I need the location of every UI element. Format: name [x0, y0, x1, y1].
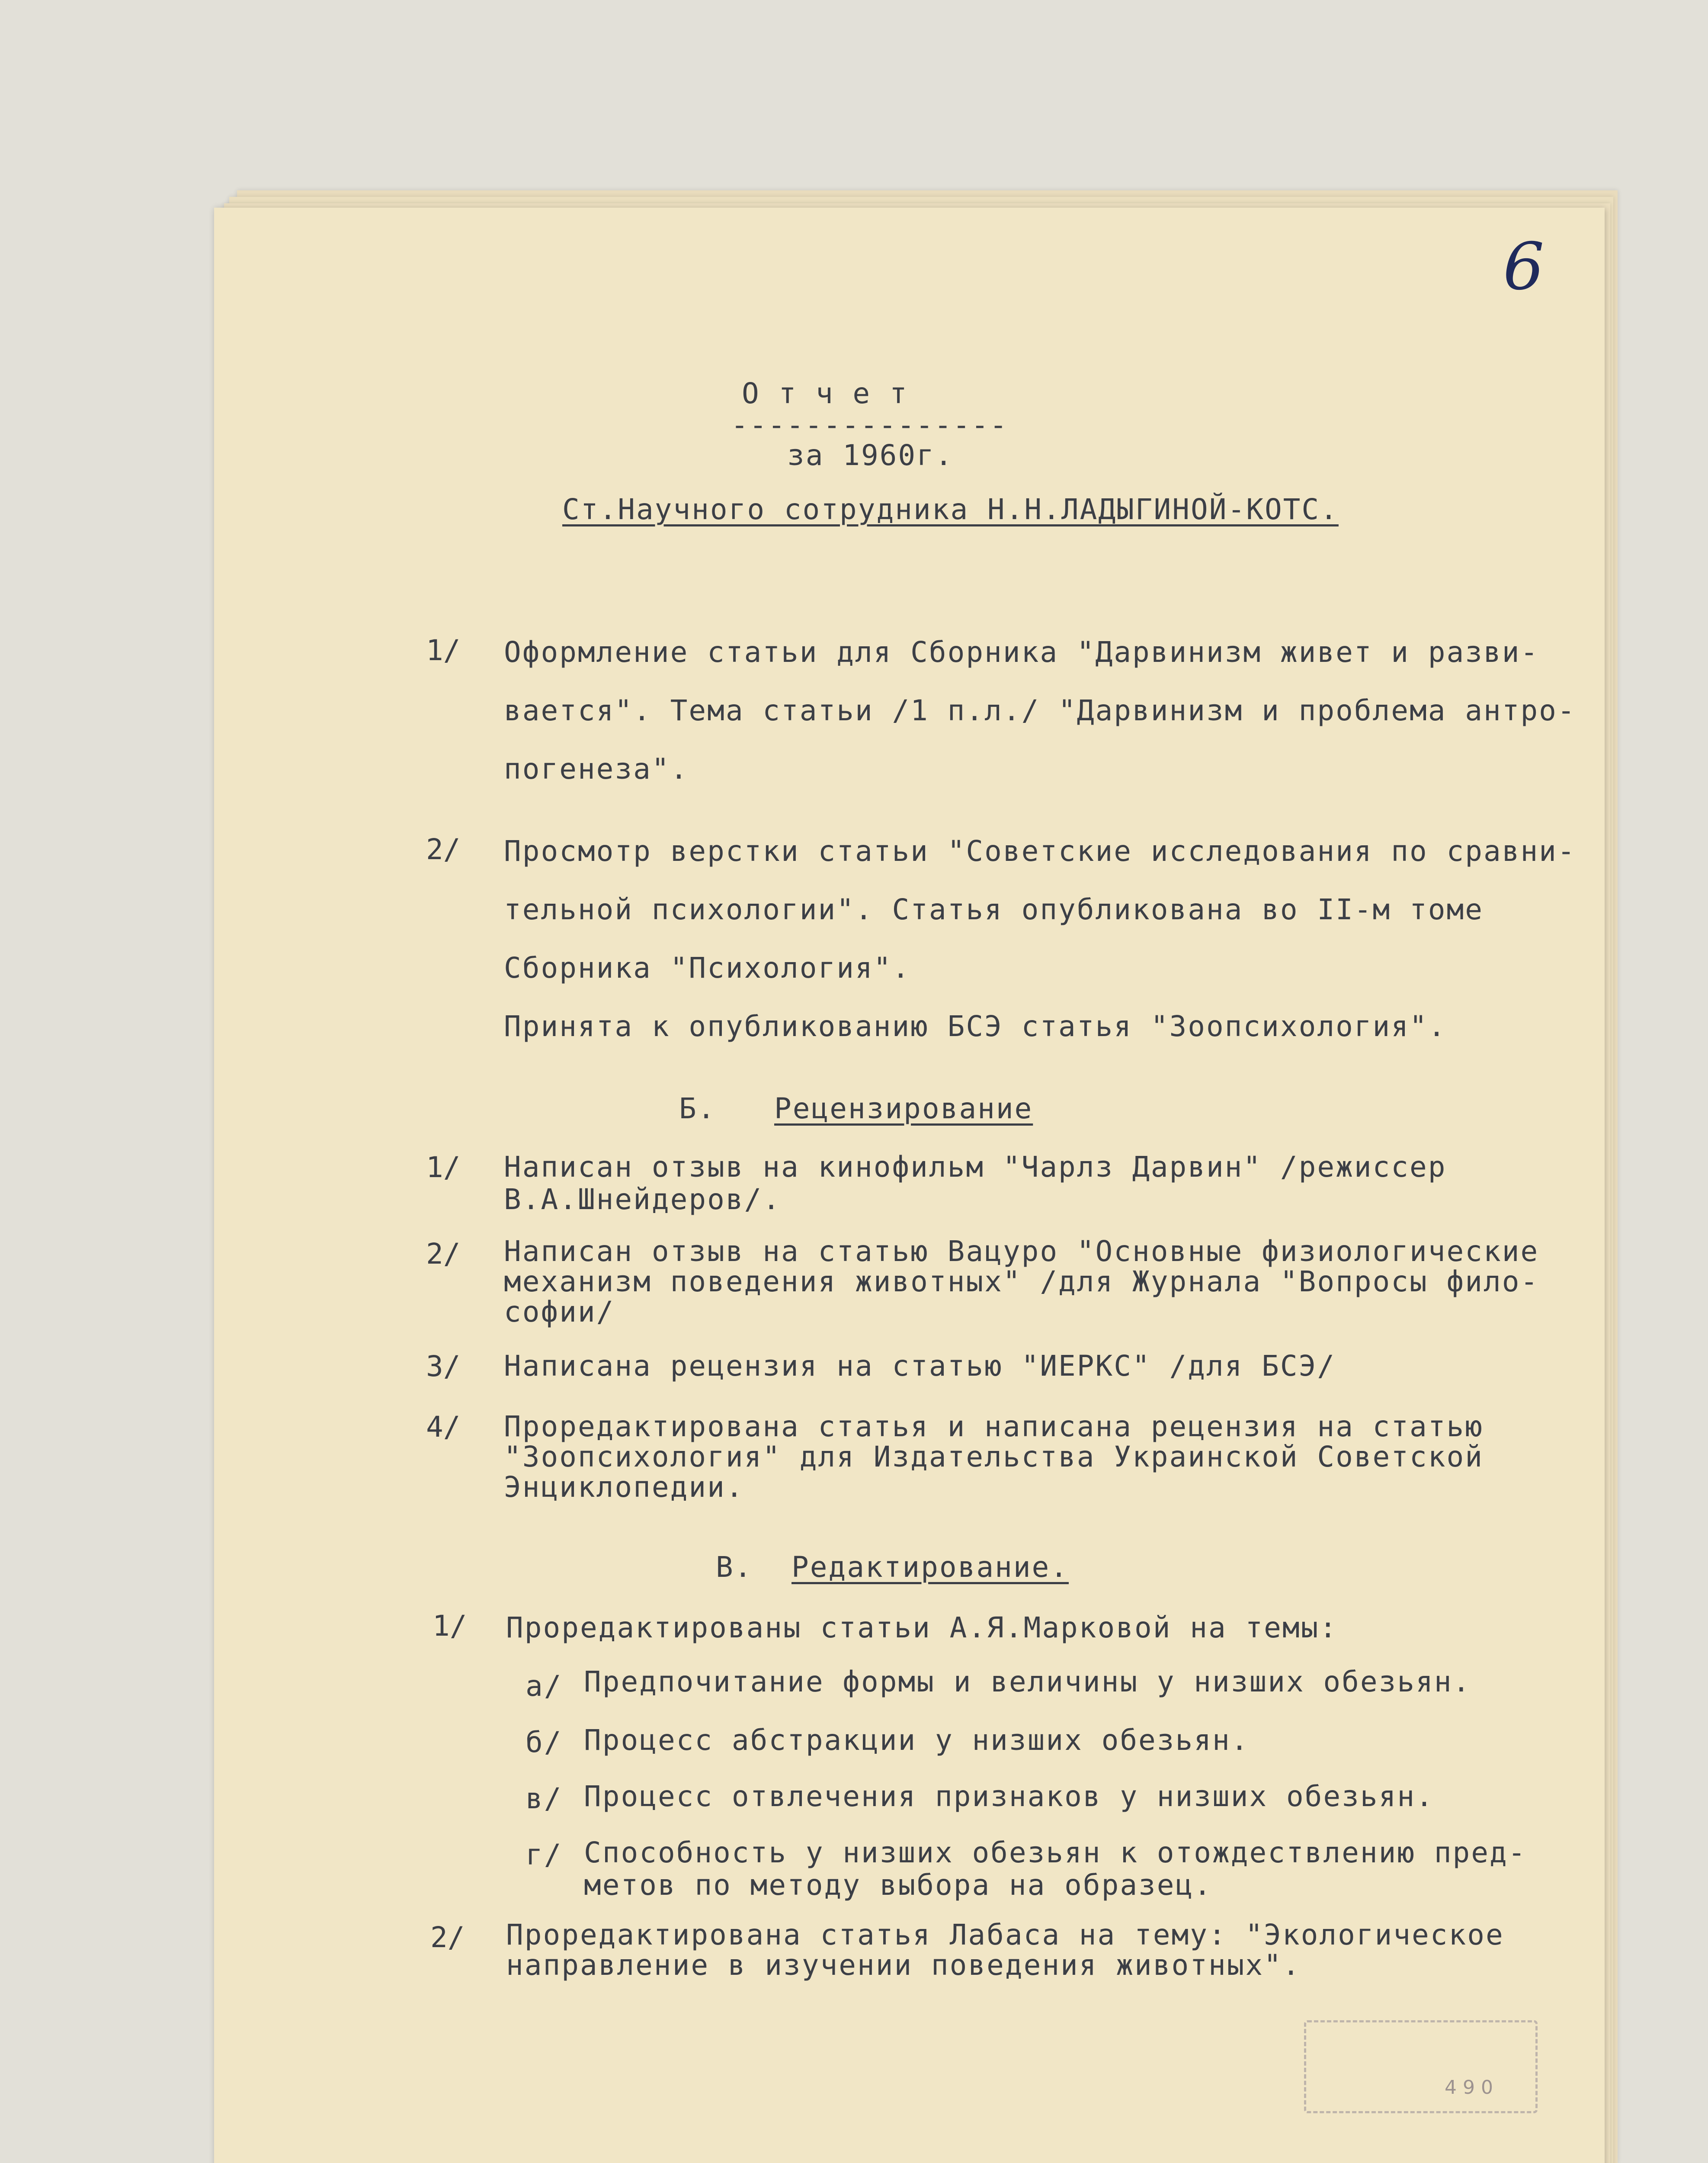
item-line: Оформление статьи для Сборника "Дарвинизм живет и разви- — [504, 635, 1539, 669]
item-number: 2/ — [426, 833, 461, 866]
item-line: Энциклопедии. — [504, 1470, 744, 1504]
section-heading: Рецензирование — [774, 1092, 1033, 1125]
item-line: Сборника "Психология". — [504, 951, 911, 985]
archive-stamp — [1304, 2020, 1538, 2113]
item-number: 4/ — [426, 1410, 461, 1444]
subitem-letter: г/ — [526, 1838, 563, 1871]
subitem-letter: б/ — [526, 1726, 563, 1759]
subitem-line: Процесс отвлечения признаков у низших обезьян. — [584, 1780, 1434, 1813]
subitem-line: Процесс абстракции у низших обезьян. — [584, 1723, 1250, 1757]
section-letter: В. — [716, 1550, 753, 1584]
page-number: 6 — [1503, 229, 1545, 305]
item-line: механизм поведения животных" /для Журнала "Вопросы фило- — [504, 1265, 1539, 1298]
item-number: 1/ — [426, 1151, 461, 1184]
subitem-letter: в/ — [526, 1782, 563, 1815]
note-line: Принята к опубликованию БСЭ статья "Зоопсихология". — [504, 1010, 1447, 1043]
subitem-line: Способность у низших обезьян к отождествлению пред- — [584, 1836, 1527, 1869]
item-line: "Зоопсихология" для Издательства Украинской Советской — [504, 1440, 1484, 1473]
title-rule: --------------- — [731, 408, 1009, 442]
report-title: О т ч е т — [742, 377, 908, 410]
item-line: Прорeдактированы статьи А.Я.Марковой на темы: — [506, 1611, 1338, 1644]
item-line: Прорeдактирована статья и написана рецензия на статью — [504, 1410, 1484, 1443]
section-heading: Редактирование. — [792, 1550, 1069, 1584]
item-line: Написан отзыв на статью Вацуро "Основные физиологические — [504, 1235, 1539, 1268]
item-number: 1/ — [433, 1609, 467, 1643]
item-line: Просмотр верстки статьи "Советские исследования по сравни- — [504, 834, 1576, 868]
subitem-line: метов по методу выбора на образец. — [584, 1868, 1213, 1902]
item-line: Прорeдактирована статья Лабаса на тему: "Экологическое — [506, 1918, 1504, 1951]
item-number: 2/ — [426, 1237, 461, 1271]
item-number: 3/ — [426, 1350, 461, 1383]
item-line: погенеза". — [504, 752, 689, 786]
item-line: софии/ — [504, 1295, 615, 1329]
item-line: тельной психологии". Статья опубликована во II-м томе — [504, 893, 1484, 926]
item-number: 2/ — [430, 1921, 465, 1954]
stamp-value: 4 9 0 — [1445, 2076, 1493, 2099]
section-letter: Б. — [679, 1092, 716, 1125]
report-year: за 1960г. — [787, 439, 954, 472]
item-line: В.А.Шнейдеров/. — [504, 1183, 782, 1216]
item-number: 1/ — [426, 634, 461, 667]
item-line: направление в изучении поведения животных". — [506, 1948, 1301, 1982]
item-line: Написан отзыв на кинофильм "Чарлз Дарвин" /режиссер — [504, 1150, 1447, 1184]
author-line: Ст.Научного сотрудника Н.Н.ЛАДЫГИНОЙ-КОТС. — [562, 493, 1339, 526]
subitem-letter: а/ — [526, 1669, 563, 1703]
item-line: вается". Тема статьи /1 п.л./ "Дарвинизм и проблема антро- — [504, 694, 1576, 727]
subitem-line: Предпочитание формы и величины у низших обезьян. — [584, 1665, 1471, 1698]
item-line: Написана рецензия на статью "ИЕРКС" /для БСЭ/ — [504, 1349, 1336, 1383]
